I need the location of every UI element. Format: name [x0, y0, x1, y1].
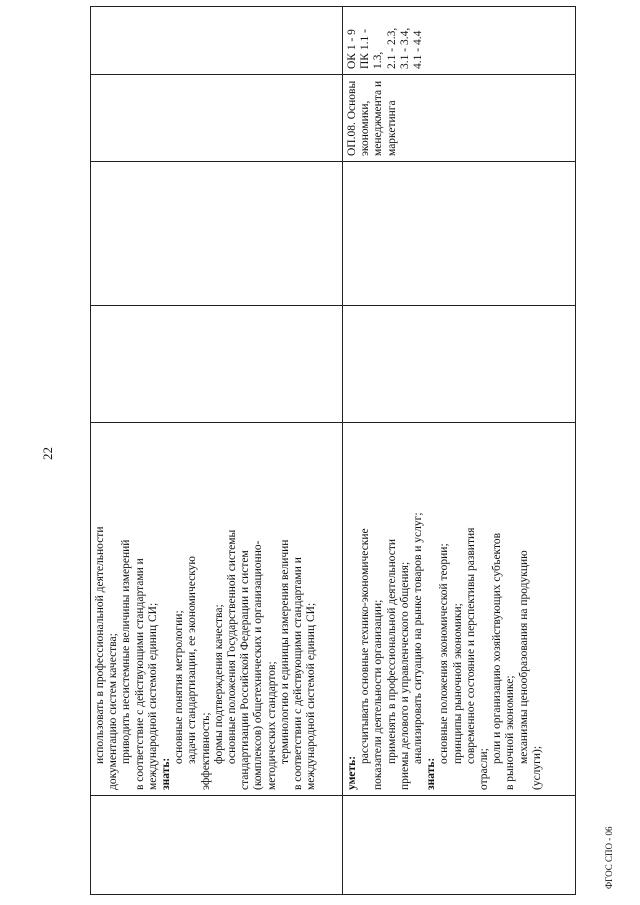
skills-cell — [343, 423, 576, 796]
competency-line: ПК 1.1 - 1.3, — [359, 29, 385, 69]
table-row — [343, 7, 576, 895]
index-cell — [343, 796, 576, 895]
discipline-line: менеджмента и — [372, 80, 385, 156]
skill-line: (комплексов) общетехнических и организационно- — [252, 540, 265, 790]
hours-cell — [343, 162, 576, 306]
hours-max-cell — [343, 306, 576, 423]
hours-cell — [91, 162, 343, 306]
skill-line: использовать в профессиональной деятельности — [94, 526, 106, 764]
competencies-cell — [343, 7, 576, 75]
skill-line: документацию систем качества; — [107, 633, 120, 790]
skill-line: стандартизации Российской Федерации и систем — [239, 550, 252, 790]
discipline-line: экономики, — [359, 100, 372, 156]
competency-line: 4.1 - 4.4 — [412, 30, 425, 69]
skill-line: формы подтверждения качества; — [212, 604, 225, 764]
table-row — [91, 7, 343, 895]
skill-line: механизмы ценообразования на продукцию — [517, 550, 530, 764]
section-heading: уметь: — [346, 755, 358, 790]
skill-line: современное состояние и перспективы развития — [464, 527, 477, 764]
skill-line: (услуги); — [530, 745, 543, 790]
section-heading: знать: — [425, 757, 438, 790]
skill-line: эффективность; — [199, 712, 212, 790]
skill-line: основные положения экономической теории; — [438, 543, 451, 764]
skill-line: анализировать ситуацию на рынке товаров и услуг; — [412, 512, 425, 764]
skill-line: приемы делового и управленческого общения; — [398, 561, 411, 790]
footer-code: ФГОС СПО - 06 — [604, 826, 614, 889]
competency-line: 3.1 - 3.4, — [398, 27, 411, 69]
section-heading: знать: — [160, 757, 173, 790]
curriculum-table — [90, 6, 576, 895]
competency-line: ОК 1 - 9 — [346, 29, 358, 69]
page-number: 22 — [40, 447, 55, 460]
skill-line: роли и организацию хозяйствующих субъектов — [491, 532, 504, 764]
discipline-line: ОП.08. Основы — [346, 80, 358, 156]
skill-line: применять в профессиональной деятельности — [385, 538, 398, 764]
skill-line: задачи стандартизации, ее экономическую — [186, 555, 199, 764]
skill-line: международной системой единиц СИ; — [305, 602, 318, 790]
skill-line: методических стандартов; — [265, 661, 278, 790]
index-cell — [91, 796, 343, 895]
skill-line: международной системой единиц СИ; — [146, 602, 159, 790]
discipline-cell — [343, 75, 576, 162]
skill-line: приводить несистемные величины измерений — [120, 539, 133, 764]
skill-line: основные положения Государственной системы — [226, 529, 239, 764]
skill-line: отрасли; — [478, 748, 491, 790]
skill-line: терминологию и единицы измерения величин — [278, 539, 291, 764]
skill-line: в соответствие с действующими стандартами и — [133, 558, 146, 790]
skill-line: принципы рыночной экономики; — [451, 603, 464, 764]
skill-line: показатели деятельности организации; — [372, 599, 385, 790]
competency-line: 2.1 - 2.3, — [385, 27, 398, 69]
discipline-cell — [91, 75, 343, 162]
skills-cell — [91, 423, 343, 796]
skill-line: в рыночной экономике; — [504, 675, 517, 790]
skill-line: основные понятия метрологии; — [173, 610, 186, 764]
skill-line: в соответствии с действующими стандартами и — [292, 557, 305, 790]
discipline-line: маркетинга — [385, 100, 398, 156]
hours-max-cell — [91, 306, 343, 423]
competencies-cell — [91, 7, 343, 75]
skill-line: рассчитывать основные технико-экономические — [359, 528, 372, 764]
